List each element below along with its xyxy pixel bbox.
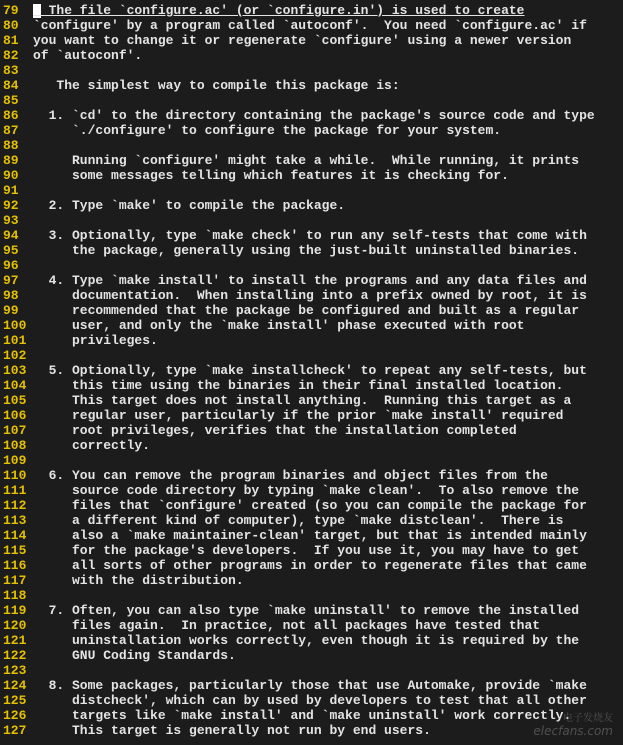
line-text: all sorts of other programs in order to regenerate files that came	[33, 558, 587, 573]
line-number: 97	[3, 273, 19, 288]
line-text: you want to change it or regenerate `configure' using a newer version	[33, 33, 572, 48]
watermark-line-1: 电子发烧友	[563, 713, 613, 724]
watermark-line-2: elecfans.com	[533, 724, 613, 738]
line-number: 96	[3, 258, 19, 273]
line-number: 108	[3, 438, 27, 453]
editor-line[interactable]	[0, 648, 623, 663]
line-text: root privileges, verifies that the installation completed	[33, 423, 517, 438]
line-number: 121	[3, 633, 27, 648]
editor-line[interactable]	[0, 408, 623, 423]
line-number: 117	[3, 573, 27, 588]
line-text: recommended that the package be configured and built as a regular	[33, 303, 580, 318]
line-text: `configure' by a program called `autoconf'. You need `configure.ac' if	[33, 18, 587, 33]
editor-line[interactable]	[0, 153, 623, 168]
line-text: files that `configure' created (so you can compile the package for	[33, 498, 587, 513]
editor-line[interactable]	[0, 483, 623, 498]
editor-line[interactable]	[0, 558, 623, 573]
editor-line[interactable]	[0, 78, 623, 93]
editor-line[interactable]	[0, 528, 623, 543]
line-number: 86	[3, 108, 19, 123]
editor-line-current[interactable]	[0, 3, 623, 18]
editor-line[interactable]	[0, 453, 623, 468]
editor-line[interactable]	[0, 183, 623, 198]
line-text: files again. In practice, not all packages have tested that	[33, 618, 541, 633]
line-text: 4. Type `make install' to install the programs and any data files and	[33, 273, 587, 288]
line-text: also a `make maintainer-clean' target, but that is intended mainly	[33, 528, 587, 543]
editor-line[interactable]	[0, 438, 623, 453]
editor-line[interactable]	[0, 168, 623, 183]
line-number: 119	[3, 603, 27, 618]
line-text: for the package's developers. If you use it, you may have to get	[33, 543, 580, 558]
line-number: 112	[3, 498, 27, 513]
line-text: some messages telling which features it is checking for.	[33, 168, 509, 183]
line-number: 110	[3, 468, 27, 483]
line-text: Running `configure' might take a while. While running, it prints	[33, 153, 580, 168]
line-text: The file `configure.ac' (or `configure.in') is used to create	[33, 3, 525, 18]
editor-line[interactable]	[0, 348, 623, 363]
editor-line[interactable]	[0, 633, 623, 648]
line-number: 118	[3, 588, 27, 603]
line-number: 105	[3, 393, 27, 408]
editor-line[interactable]	[0, 33, 623, 48]
line-number: 83	[3, 63, 19, 78]
editor-line[interactable]	[0, 48, 623, 63]
line-number: 124	[3, 678, 27, 693]
line-text: `./configure' to configure the package for your system.	[33, 123, 502, 138]
line-number: 79	[3, 3, 19, 18]
line-number: 113	[3, 513, 27, 528]
line-number: 122	[3, 648, 27, 663]
line-text: 3. Optionally, type `make check' to run any self-tests that come with	[33, 228, 587, 243]
editor-line[interactable]	[0, 468, 623, 483]
line-text: of `autoconf'.	[33, 48, 143, 63]
editor-line[interactable]	[0, 273, 623, 288]
line-number: 80	[3, 18, 19, 33]
line-text: this time using the binaries in their final installed location.	[33, 378, 564, 393]
editor-line[interactable]	[0, 303, 623, 318]
editor-line[interactable]	[0, 423, 623, 438]
editor-line[interactable]	[0, 663, 623, 678]
line-number: 125	[3, 693, 27, 708]
line-number: 114	[3, 528, 27, 543]
line-text: 8. Some packages, particularly those that use Automake, provide `make	[33, 678, 587, 693]
editor-line[interactable]	[0, 693, 623, 708]
line-number: 100	[3, 318, 27, 333]
line-number: 104	[3, 378, 27, 393]
editor-line[interactable]	[0, 363, 623, 378]
editor-line[interactable]	[0, 93, 623, 108]
line-number: 115	[3, 543, 27, 558]
line-number: 111	[3, 483, 27, 498]
editor-line[interactable]	[0, 678, 623, 693]
line-text: The simplest way to compile this package is:	[33, 78, 400, 93]
line-number: 93	[3, 213, 19, 228]
line-number: 81	[3, 33, 19, 48]
line-number: 107	[3, 423, 27, 438]
line-number: 87	[3, 123, 19, 138]
line-text: regular user, particularly if the prior `make install' required	[33, 408, 564, 423]
line-number: 123	[3, 663, 27, 678]
editor-line[interactable]	[0, 243, 623, 258]
line-number: 99	[3, 303, 19, 318]
line-text: GNU Coding Standards.	[33, 648, 236, 663]
line-number: 89	[3, 153, 19, 168]
line-number: 101	[3, 333, 27, 348]
watermark	[533, 713, 613, 737]
editor-line[interactable]	[0, 213, 623, 228]
line-text: privileges.	[33, 333, 158, 348]
line-number: 91	[3, 183, 19, 198]
line-number: 95	[3, 243, 19, 258]
editor-line[interactable]	[0, 108, 623, 123]
line-text: 2. Type `make' to compile the package.	[33, 198, 346, 213]
editor-line[interactable]	[0, 513, 623, 528]
line-text: a different kind of computer), type `make distclean'. There is	[33, 513, 564, 528]
line-text: 1. `cd' to the directory containing the package's source code and type	[33, 108, 595, 123]
editor-line[interactable]	[0, 618, 623, 633]
line-text: correctly.	[33, 438, 151, 453]
line-number: 106	[3, 408, 27, 423]
editor-line[interactable]	[0, 708, 623, 723]
line-number: 126	[3, 708, 27, 723]
line-text: This target is generally not run by end users.	[33, 723, 431, 738]
editor-line[interactable]	[0, 228, 623, 243]
line-number: 84	[3, 78, 19, 93]
line-text: targets like `make install' and `make uninstall' work correctly.	[33, 708, 572, 723]
editor-line[interactable]	[0, 543, 623, 558]
line-text: uninstallation works correctly, even though it is required by the	[33, 633, 580, 648]
editor-line[interactable]	[0, 318, 623, 333]
line-number: 116	[3, 558, 27, 573]
editor-line[interactable]	[0, 588, 623, 603]
line-number: 85	[3, 93, 19, 108]
line-number: 82	[3, 48, 19, 63]
line-number: 92	[3, 198, 19, 213]
line-text: 6. You can remove the program binaries and object files from the	[33, 468, 548, 483]
line-number: 109	[3, 453, 27, 468]
editor-line[interactable]	[0, 138, 623, 153]
editor-line[interactable]	[0, 288, 623, 303]
line-text: distcheck', which can by used by developers to test that all other	[33, 693, 587, 708]
line-number: 127	[3, 723, 27, 738]
line-text: user, and only the `make install' phase executed with root	[33, 318, 525, 333]
editor-line[interactable]	[0, 198, 623, 213]
line-text: the package, generally using the just-built uninstalled binaries.	[33, 243, 580, 258]
editor-line[interactable]	[0, 123, 623, 138]
editor-line[interactable]	[0, 63, 623, 78]
line-text: 7. Often, you can also type `make uninstall' to remove the installed	[33, 603, 580, 618]
line-number: 90	[3, 168, 19, 183]
line-text: documentation. When installing into a prefix owned by root, it is	[33, 288, 587, 303]
editor-line[interactable]	[0, 573, 623, 588]
line-number: 94	[3, 228, 19, 243]
editor-line[interactable]	[0, 603, 623, 618]
line-number: 103	[3, 363, 27, 378]
editor-line[interactable]	[0, 723, 623, 738]
line-number: 98	[3, 288, 19, 303]
editor-line[interactable]	[0, 498, 623, 513]
line-text: with the distribution.	[33, 573, 244, 588]
editor-line[interactable]	[0, 378, 623, 393]
line-number: 120	[3, 618, 27, 633]
line-text: source code directory by typing `make clean'. To also remove the	[33, 483, 580, 498]
editor-line[interactable]	[0, 258, 623, 273]
line-text: This target does not install anything. Running this target as a	[33, 393, 572, 408]
editor-line[interactable]	[0, 393, 623, 408]
editor-line[interactable]	[0, 18, 623, 33]
line-number: 102	[3, 348, 27, 363]
line-text: 5. Optionally, type `make installcheck' to repeat any self-tests, but	[33, 363, 587, 378]
editor-line[interactable]	[0, 333, 623, 348]
line-number: 88	[3, 138, 19, 153]
